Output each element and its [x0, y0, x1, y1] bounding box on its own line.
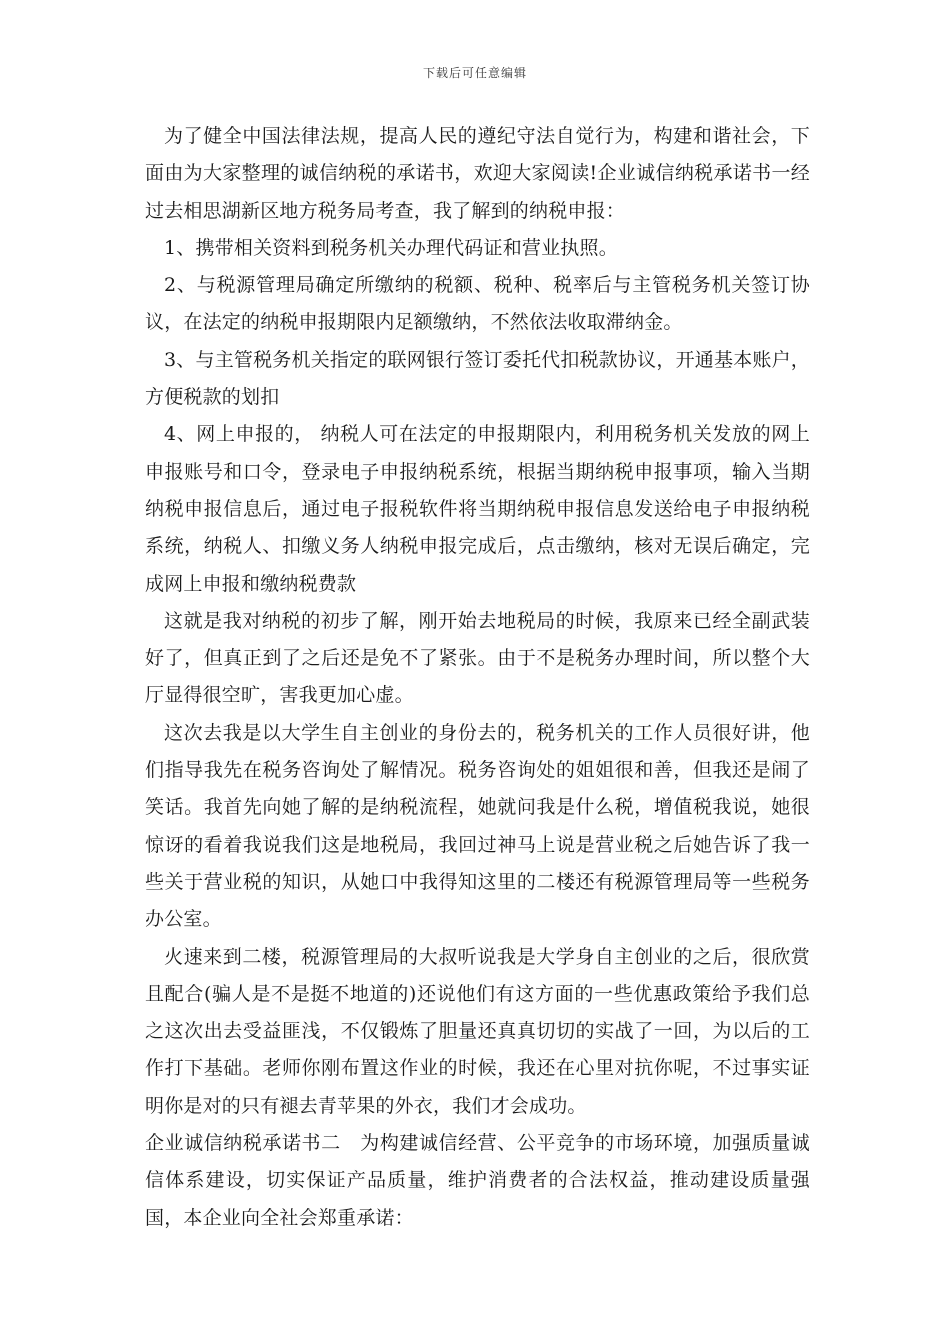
experience-paragraph-1: 这就是我对纳税的初步了解，刚开始去地税局的时候，我原来已经全副武装好了，但真正到了之后还是免不了紧张。由于不是税务办理时间，所以整个大厅显得很空旷，害我更加心虚。 [145, 609, 810, 707]
step-2-paragraph: 2、与税源管理局确定所缴纳的税额、税种、税率后与主管税务机关签订协议，在法定的纳税申报期限内足额缴纳，不然依法收取滞纳金。 [145, 274, 810, 334]
document-body [145, 118, 810, 1237]
page-header-note: 下载后可任意编辑 [422, 66, 527, 80]
step-3-paragraph: 3、与主管税务机关指定的联网银行签订委托代扣税款协议，开通基本账户，方便税款的划扣 [145, 348, 810, 409]
pledge-two-paragraph: 企业诚信纳税承诺书二 为构建诚信经营、公平竞争的市场环境，加强质量诚信体系建设，切实保证产品质量，维护消费者的合法权益，推动建设质量强国，本企业向全社会郑重承诺： [145, 1132, 810, 1229]
step-4-paragraph: 4、网上申报的， 纳税人可在法定的申报期限内，利用税务机关发放的网上申报账号和口令，登录电子申报纳税系统，根据当期纳税申报事项，输入当期纳税申报信息后，通过电子报税软件将当期纳税申报信息发送给电子申报纳税系统，纳税人、扣缴义务人纳税申报完成后，点击缴纳，核对无误后确定，完成网上申报和缴纳税费款 [145, 423, 810, 595]
experience-paragraph-3: 火速来到二楼，税源管理局的大叔听说我是大学身自主创业的之后，很欣赏且配合(骗人是不是挺不地道的)还说他们有这方面的一些优惠政策给予我们总之这次出去受益匪浅，不仅锻炼了胆量还真真切切的实战了一回，为以后的工作打下基础。老师你刚布置这作业的时候，我还在心里对抗你呢，不过事实证明你是对的只有褪去青苹果的外衣，我们才会成功。 [145, 945, 810, 1117]
step-1-paragraph: 1、携带相关资料到税务机关办理代码证和营业执照。 [164, 236, 618, 259]
intro-paragraph: 为了健全中国法律法规，提高人民的遵纪守法自觉行为，构建和谐社会，下面由为大家整理的诚信纳税的承诺书，欢迎大家阅读!企业诚信纳税承诺书一经过去相思湖新区地方税务局考查，我了解到的纳税申报： [145, 125, 810, 222]
experience-paragraph-2: 这次去我是以大学生自主创业的身份去的，税务机关的工作人员很好讲，他们指导我先在税务咨询处了解情况。税务咨询处的姐姐很和善，但我还是闹了笑话。我首先向她了解的是纳税流程，她就问我是什么税，增值税我说，她很惊讶的看着我说我们这是地税局，我回过神马上说是营业税之后她告诉了我一些关于营业税的知识，从她口中我得知这里的二楼还有税源管理局等一些税务办公室。 [145, 721, 810, 931]
